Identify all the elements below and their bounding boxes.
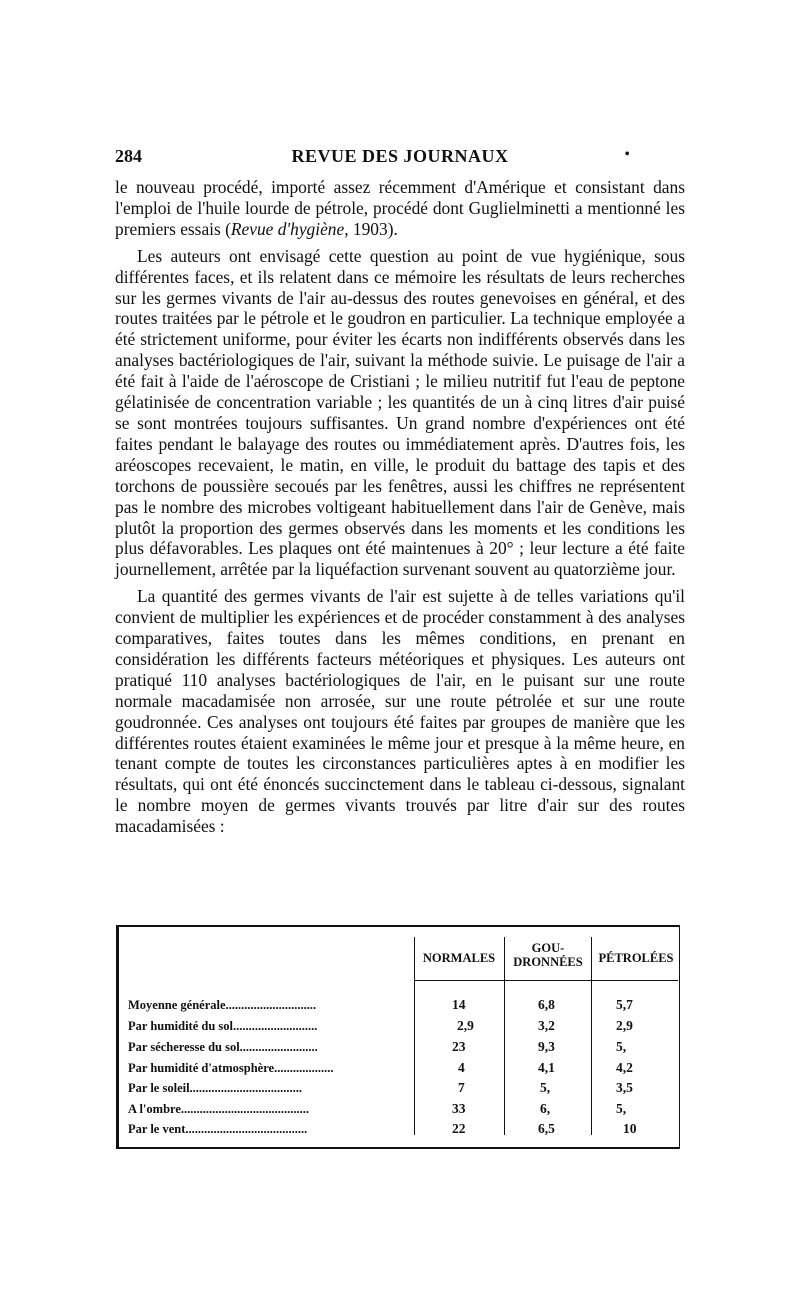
cell-goudronnees: 6,8 bbox=[538, 997, 555, 1012]
header-mark: • bbox=[624, 146, 630, 163]
row-label: Moyenne générale............................. bbox=[128, 998, 317, 1012]
paragraph-1-end: , 1903). bbox=[344, 218, 398, 239]
column-rule bbox=[591, 937, 592, 1135]
row-label: Par humidité d'atmosphère................... bbox=[128, 1061, 334, 1075]
cell-petrolees: 5,7 bbox=[616, 997, 633, 1012]
cell-goudronnees: 3,2 bbox=[538, 1018, 555, 1033]
paragraph-2: Les auteurs ont envisagé cette question au point de vue hygiénique, sous différentes faces, et ils relatent dans ce mémoire les résultats de leurs recherches sur les germes vivants de l'air au-dessus des routes genevoises en général, et des routes traitées par le pétrole et le goudron en particulier. La technique employée a été strictement uniforme, pour éviter les écarts non indifférents observés dans les analyses bactériologiques de l'air, suivant la méthode suivie. Le puisage de l'air a été fait à l'aide de l'aéroscope de Cristiani ; le milieu nutritif fut l'eau de peptone gélatinisée de concentration variable ; les quantités de un à cinq litres d'air puisé se sont montrées toujours suffisantes. Un grand nombre d'expériences ont été faites pendant le balayage des routes ou immédiatement après. D'autres fois, les aréoscopes recevaient, le matin, en ville, le produit du battage des tapis et des torchons de poussière secoués par les fenêtres, aussi les chiffres ne représentent pas le nombre des microbes voltigeant habituellement dans l'air de Genève, mais plutôt la proportion des germes observés dans les moments et les conditions les plus défavorables. Les plaques ont été maintenues à 20° ; leur lecture a été faite journellement, arrêtée par la liquéfaction survenant souvent au quatorzième jour. bbox=[115, 245, 685, 580]
cell-petrolees: 4,2 bbox=[616, 1060, 633, 1075]
row-label: Par le vent....................................... bbox=[128, 1122, 308, 1136]
journal-title: Revue d'hygiène bbox=[230, 218, 345, 239]
article-body bbox=[115, 177, 685, 837]
cell-petrolees: 3,5 bbox=[616, 1080, 633, 1095]
row-label: Par humidité du sol........................... bbox=[128, 1019, 318, 1033]
cell-normales: 7 bbox=[458, 1080, 465, 1095]
column-rule bbox=[504, 937, 505, 1135]
cell-goudronnees: 4,1 bbox=[538, 1060, 555, 1075]
page-header bbox=[115, 146, 685, 170]
cell-petrolees: 2,9 bbox=[616, 1018, 633, 1033]
cell-goudronnees: 9,3 bbox=[538, 1039, 555, 1054]
column-header-goudronnees-1: GOU- bbox=[531, 941, 565, 955]
cell-normales: 14 bbox=[452, 997, 466, 1012]
column-header-goudronnees-2: DRONNÉES bbox=[513, 955, 583, 969]
cell-petrolees: 10 bbox=[623, 1121, 637, 1136]
cell-petrolees: 5, bbox=[616, 1101, 627, 1116]
column-rule bbox=[414, 937, 415, 1135]
cell-normales: 23 bbox=[452, 1039, 466, 1054]
cell-goudronnees: 6, bbox=[540, 1101, 551, 1116]
cell-normales: 33 bbox=[452, 1101, 466, 1116]
cell-normales: 22 bbox=[452, 1121, 466, 1136]
cell-goudronnees: 6,5 bbox=[538, 1121, 555, 1136]
paragraph-1 bbox=[115, 177, 685, 240]
running-title: REVUE DES JOURNAUX bbox=[291, 146, 509, 166]
cell-petrolees: 5, bbox=[616, 1039, 627, 1054]
data-table bbox=[116, 925, 682, 1149]
cell-goudronnees: 5, bbox=[540, 1080, 551, 1095]
paragraph-1-text: le nouveau procédé, importé assez récemment d'Amérique et consistant dans l'emploi de l'huile lourde de pétrole, procédé dont Guglielminetti a mentionné les premiers essais ( bbox=[115, 177, 685, 239]
column-header-petrolees: PÉTROLÉES bbox=[598, 951, 674, 965]
header-rule bbox=[414, 980, 678, 981]
cell-normales: 4 bbox=[458, 1060, 465, 1075]
row-label: A l'ombre......................................... bbox=[128, 1102, 310, 1116]
row-label: Par le soleil.................................... bbox=[128, 1081, 303, 1095]
page-number: 284 bbox=[115, 146, 142, 166]
row-label: Par sécheresse du sol......................... bbox=[128, 1040, 318, 1054]
paragraph-3: La quantité des germes vivants de l'air est sujette à de telles variations qu'il convient de multiplier les expériences et de procéder constamment à des analyses comparatives, faites toutes dans les mêmes conditions, en prenant en considération les différents facteurs météoriques et physiques. Les auteurs ont pratiqué 110 analyses bactériologiques de l'air, en le puisant sur une route normale macadamisée non arrosée, sur une route pétrolée et sur une route goudronnée. Ces analyses ont toujours été faites par groupes de manière que les différentes routes étaient examinées le même jour et presque à la même heure, en tenant compte de toutes les circonstances particulières aptes à en modifier les résultats, qui ont été énoncés succinctement dans le tableau ci-dessous, signalant le nombre moyen de germes vivants trouvés par litre d'air sur des routes macadamisées : bbox=[115, 586, 685, 837]
column-header-normales: NORMALES bbox=[422, 951, 496, 965]
cell-normales: 2,9 bbox=[457, 1018, 474, 1033]
